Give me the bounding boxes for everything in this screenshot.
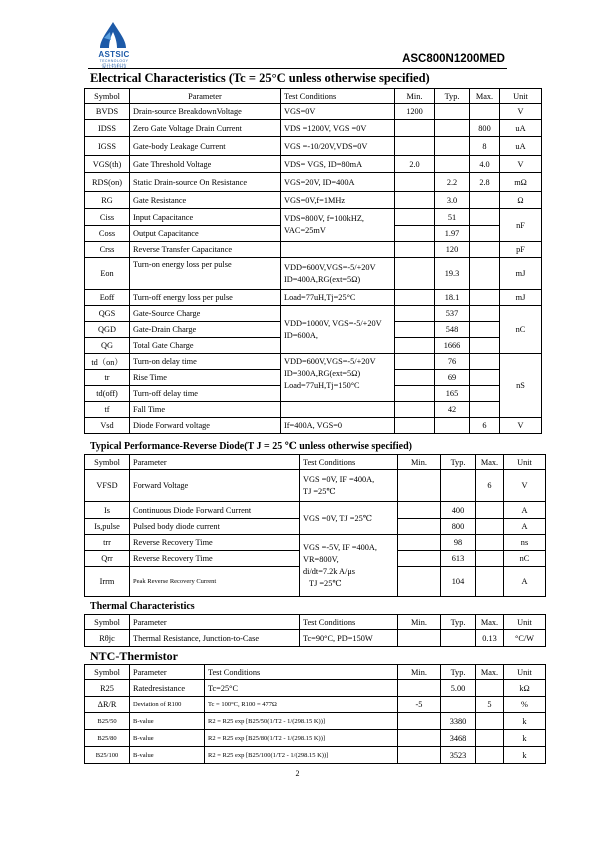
table-row bbox=[85, 402, 542, 418]
cell-symbol: Is bbox=[85, 502, 130, 519]
cell-parameter: B-value bbox=[130, 730, 205, 747]
cell-condition: VDS= VGS, ID=80mA bbox=[281, 156, 395, 173]
cell-unit: A bbox=[504, 567, 546, 597]
cell-symbol: td(off) bbox=[85, 386, 130, 402]
cell-symbol: R25 bbox=[85, 680, 130, 697]
page-number: 2 bbox=[295, 769, 300, 778]
cell-min bbox=[395, 209, 435, 226]
cell-condition: R2 = R25 exp [B25/80(1/T2 - 1/(298.15 K))] bbox=[205, 730, 398, 747]
table-row bbox=[85, 354, 542, 370]
cell-parameter: Deviation of R100 bbox=[130, 697, 205, 713]
cell-parameter: Reverse Recovery Time bbox=[130, 535, 300, 551]
cell-parameter: Diode Forward voltage bbox=[130, 418, 281, 434]
cell-condition: VDS =1200V, VGS =0V bbox=[281, 120, 395, 137]
cell-min bbox=[395, 120, 435, 137]
cell-typ: 3468 bbox=[441, 730, 476, 747]
cell-min bbox=[395, 338, 435, 354]
cell-min bbox=[398, 470, 441, 502]
cell-min bbox=[398, 551, 441, 567]
col-unit: Unit bbox=[504, 615, 546, 630]
col-test-conditions: Test Conditions bbox=[300, 455, 398, 470]
logo-subtitle: TECHNOLOGY bbox=[99, 59, 129, 63]
cell-unit: kΩ bbox=[504, 680, 546, 697]
table-row bbox=[85, 290, 542, 306]
col-test-conditions: Test Conditions bbox=[281, 89, 395, 104]
cell-typ: 3523 bbox=[441, 747, 476, 764]
table-row bbox=[85, 470, 546, 502]
cond-line: Load=77uH,Tj=150°C bbox=[284, 381, 360, 390]
cell-unit: mJ bbox=[500, 290, 542, 306]
cell-unit: V bbox=[504, 470, 546, 502]
cell-parameter: Drain-source BreakdownVoltage bbox=[130, 104, 281, 120]
thermal-table bbox=[84, 614, 546, 647]
cell-typ: 165 bbox=[435, 386, 470, 402]
cell-min bbox=[395, 192, 435, 209]
cell-unit: mΩ bbox=[500, 173, 542, 192]
cell-min bbox=[395, 258, 435, 290]
cell-max: 4.0 bbox=[470, 156, 500, 173]
section-title-ntc: NTC-Thermistor bbox=[90, 649, 178, 663]
cell-max bbox=[476, 747, 504, 764]
col-max: Max. bbox=[476, 455, 504, 470]
header-divider bbox=[88, 68, 507, 69]
cell-symbol: VGS(th) bbox=[85, 156, 130, 173]
cell-unit: % bbox=[504, 697, 546, 713]
cell-parameter: Input Capacitance bbox=[130, 209, 281, 226]
cond-line: TJ =25℃ bbox=[303, 486, 336, 496]
col-parameter: Parameter bbox=[130, 615, 300, 630]
cell-max bbox=[476, 730, 504, 747]
cell-symbol: B25/50 bbox=[85, 713, 130, 730]
cell-max bbox=[470, 192, 500, 209]
col-min: Min. bbox=[395, 89, 435, 104]
cell-unit: Ω bbox=[500, 192, 542, 209]
cond-line: ID=600A, bbox=[284, 330, 318, 340]
col-symbol: Symbol bbox=[85, 89, 130, 104]
cell-symbol: RG bbox=[85, 192, 130, 209]
cell-parameter: Output Capacitance bbox=[130, 226, 281, 242]
table-row bbox=[85, 713, 546, 730]
col-typ: Typ. bbox=[435, 89, 470, 104]
table-row bbox=[85, 630, 546, 647]
cell-typ: 51 bbox=[435, 209, 470, 226]
cell-max bbox=[470, 402, 500, 418]
cell-unit: k bbox=[504, 713, 546, 730]
cell-symbol: QGD bbox=[85, 322, 130, 338]
cell-symbol: Vsd bbox=[85, 418, 130, 434]
cell-symbol: td（on） bbox=[85, 354, 130, 370]
cell-unit: V bbox=[500, 418, 542, 434]
cell-min bbox=[398, 730, 441, 747]
cell-unit: nF bbox=[500, 209, 542, 242]
cell-min bbox=[398, 535, 441, 551]
cell-symbol: IDSS bbox=[85, 120, 130, 137]
cell-unit: nS bbox=[500, 354, 542, 418]
cell-typ: 5.00 bbox=[441, 680, 476, 697]
cell-min bbox=[398, 567, 441, 597]
cell-condition: VGS=20V, ID=400A bbox=[281, 173, 395, 192]
cell-symbol: Irrm bbox=[85, 567, 130, 597]
logo-name: ASTSIC bbox=[98, 50, 130, 59]
cell-condition bbox=[300, 470, 398, 502]
cell-parameter: B-value bbox=[130, 713, 205, 730]
cell-unit: mJ bbox=[500, 258, 542, 290]
cell-min bbox=[395, 173, 435, 192]
table-row bbox=[85, 104, 542, 120]
cell-typ: 2.2 bbox=[435, 173, 470, 192]
cell-typ: 18.1 bbox=[435, 290, 470, 306]
diode-table bbox=[84, 454, 546, 597]
cell-unit: ns bbox=[504, 535, 546, 551]
table-row bbox=[85, 120, 542, 137]
cond-line: VR=800V, bbox=[303, 554, 339, 564]
cell-typ: 98 bbox=[441, 535, 476, 551]
col-unit: Unit bbox=[504, 665, 546, 680]
cell-condition: VGS=0V,f=1MHz bbox=[281, 192, 395, 209]
cell-unit: uA bbox=[500, 137, 542, 156]
cell-symbol: IGSS bbox=[85, 137, 130, 156]
cond-line: VDS=800V, f=100kHZ, bbox=[284, 214, 364, 223]
cell-symbol: Qrr bbox=[85, 551, 130, 567]
cell-max bbox=[470, 258, 500, 290]
cond-line: VAC=25mV bbox=[284, 226, 326, 235]
col-min: Min. bbox=[398, 665, 441, 680]
col-parameter: Parameter bbox=[130, 89, 281, 104]
cell-typ: 120 bbox=[435, 242, 470, 258]
table-row bbox=[85, 730, 546, 747]
cell-typ bbox=[435, 418, 470, 434]
cell-unit: k bbox=[504, 747, 546, 764]
cell-condition: Load=77uH,Tj=25°C bbox=[281, 290, 395, 306]
col-max: Max. bbox=[476, 665, 504, 680]
cell-symbol: Eon bbox=[85, 258, 130, 290]
table-row bbox=[85, 697, 546, 713]
cell-typ: 76 bbox=[435, 354, 470, 370]
cell-parameter: Zero Gate Voltage Drain Current bbox=[130, 120, 281, 137]
cell-parameter: Total Gate Charge bbox=[130, 338, 281, 354]
cell-max bbox=[470, 306, 500, 322]
cond-line: di/dt=7.2k A/μs bbox=[303, 566, 356, 576]
cell-min: -5 bbox=[398, 697, 441, 713]
cell-typ: 19.3 bbox=[435, 258, 470, 290]
ntc-table bbox=[84, 664, 546, 764]
cell-typ bbox=[441, 697, 476, 713]
cell-max bbox=[476, 713, 504, 730]
cell-max bbox=[470, 322, 500, 338]
logo-chinese-name: 爱仕特科技 bbox=[101, 64, 127, 70]
col-parameter: Parameter bbox=[130, 455, 300, 470]
cell-typ bbox=[435, 137, 470, 156]
table-row bbox=[85, 502, 546, 519]
cell-condition bbox=[281, 402, 395, 418]
cell-parameter: Turn-on delay time bbox=[130, 354, 281, 370]
cell-max: 800 bbox=[470, 120, 500, 137]
cond-line: VGS =-5V, IF =400A, bbox=[303, 542, 377, 552]
cell-min: 2.0 bbox=[395, 156, 435, 173]
cell-max bbox=[476, 502, 504, 519]
cell-parameter: Fall Time bbox=[130, 402, 281, 418]
cell-symbol: QG bbox=[85, 338, 130, 354]
cell-parameter: Gate-Source Charge bbox=[130, 306, 281, 322]
cell-condition: Tc = 100°C, R100 = 477Ω bbox=[205, 697, 398, 713]
cell-condition bbox=[281, 242, 395, 258]
cell-min bbox=[398, 680, 441, 697]
cell-max bbox=[470, 226, 500, 242]
cell-max bbox=[470, 104, 500, 120]
cell-symbol: Coss bbox=[85, 226, 130, 242]
cell-symbol: tr bbox=[85, 370, 130, 386]
table-row bbox=[85, 535, 546, 551]
table-row bbox=[85, 137, 542, 156]
cell-symbol: tf bbox=[85, 402, 130, 418]
cell-parameter: Ratedresistance bbox=[130, 680, 205, 697]
cell-max: 6 bbox=[476, 470, 504, 502]
cell-min bbox=[395, 322, 435, 338]
cell-unit: A bbox=[504, 519, 546, 535]
cell-condition: VGS=0V bbox=[281, 104, 395, 120]
col-max: Max. bbox=[470, 89, 500, 104]
col-typ: Typ. bbox=[441, 455, 476, 470]
cell-parameter: Turn-off delay time bbox=[130, 386, 281, 402]
cell-condition-eon bbox=[281, 258, 395, 290]
cond-line: VGS =0V, IF =400A, bbox=[303, 474, 375, 484]
cell-min bbox=[395, 386, 435, 402]
cell-condition: R2 = R25 exp [B25/50(1/T2 - 1/(298.15 K))] bbox=[205, 713, 398, 730]
cell-parameter: Reverse Transfer Capacitance bbox=[130, 242, 281, 258]
cell-symbol: Ciss bbox=[85, 209, 130, 226]
table-row bbox=[85, 680, 546, 697]
cell-max: 8 bbox=[470, 137, 500, 156]
table-header-row bbox=[85, 455, 546, 470]
cell-unit: V bbox=[500, 104, 542, 120]
table-row bbox=[85, 418, 542, 434]
cell-max bbox=[470, 386, 500, 402]
cell-min bbox=[395, 402, 435, 418]
cond-line: VDD=600V,VGS=-5/+20V bbox=[284, 357, 376, 366]
col-symbol: Symbol bbox=[85, 615, 130, 630]
cell-typ: 548 bbox=[435, 322, 470, 338]
cell-max: 2.8 bbox=[470, 173, 500, 192]
col-test-conditions: Test Conditions bbox=[300, 615, 398, 630]
cell-condition-charge bbox=[281, 306, 395, 354]
cell-typ bbox=[435, 104, 470, 120]
cell-symbol: B25/100 bbox=[85, 747, 130, 764]
cond-line: ID=300A,RG(ext=5Ω) bbox=[284, 369, 361, 378]
cell-min bbox=[395, 354, 435, 370]
cell-symbol: Rθjc bbox=[85, 630, 130, 647]
cell-parameter: Gate Threshold Voltage bbox=[130, 156, 281, 173]
part-number: ASC800N1200MED bbox=[402, 53, 505, 65]
cell-typ: 104 bbox=[441, 567, 476, 597]
cell-max bbox=[476, 680, 504, 697]
col-unit: Unit bbox=[500, 89, 542, 104]
cell-condition: If=400A, VGS=0 bbox=[281, 418, 395, 434]
cell-parameter: Thermal Resistance, Junction-to-Case bbox=[130, 630, 300, 647]
cell-symbol: RDS(on) bbox=[85, 173, 130, 192]
cell-symbol: B25/80 bbox=[85, 730, 130, 747]
cell-max bbox=[470, 354, 500, 370]
cell-typ: 3380 bbox=[441, 713, 476, 730]
table-row bbox=[85, 192, 542, 209]
cell-unit: nC bbox=[504, 551, 546, 567]
table-row bbox=[85, 242, 542, 258]
col-max: Max. bbox=[476, 615, 504, 630]
cond-line: VDD=600V,VGS=-5/+20V bbox=[284, 262, 376, 272]
cell-min bbox=[395, 306, 435, 322]
cell-typ: 613 bbox=[441, 551, 476, 567]
cell-typ bbox=[435, 156, 470, 173]
cell-condition: R2 = R25 exp [B25/100(1/T2 - 1/(298.15 K))] bbox=[205, 747, 398, 764]
table-row bbox=[85, 173, 542, 192]
cell-symbol: VFSD bbox=[85, 470, 130, 502]
cell-typ bbox=[441, 630, 476, 647]
cell-max: 6 bbox=[470, 418, 500, 434]
table-header-row bbox=[85, 665, 546, 680]
cell-max bbox=[470, 370, 500, 386]
cell-min bbox=[398, 713, 441, 730]
cell-parameter: Static Drain-source On Resistance bbox=[130, 173, 281, 192]
cell-min bbox=[398, 630, 441, 647]
cell-min bbox=[395, 137, 435, 156]
section-title-electrical: Electrical Characteristics (Tc = 25°C unless otherwise specified) bbox=[90, 71, 430, 85]
cell-max bbox=[476, 567, 504, 597]
col-parameter: Parameter bbox=[130, 665, 205, 680]
cell-typ: 1666 bbox=[435, 338, 470, 354]
cell-typ: 537 bbox=[435, 306, 470, 322]
cell-condition-recovery bbox=[300, 535, 398, 597]
electrical-table bbox=[84, 88, 542, 434]
cell-max bbox=[476, 551, 504, 567]
col-symbol: Symbol bbox=[85, 665, 130, 680]
table-row bbox=[85, 156, 542, 173]
cell-parameter: Pulsed body diode current bbox=[130, 519, 300, 535]
cell-parameter: Rise Time bbox=[130, 370, 281, 386]
cell-symbol: Eoff bbox=[85, 290, 130, 306]
cell-symbol: Crss bbox=[85, 242, 130, 258]
cond-line: ID=400A,RG(ext=5Ω) bbox=[284, 274, 361, 284]
cell-min bbox=[398, 519, 441, 535]
cell-parameter: Gate-body Leakage Current bbox=[130, 137, 281, 156]
cell-unit: °C/W bbox=[504, 630, 546, 647]
cell-typ: 800 bbox=[441, 519, 476, 535]
cell-max: 5 bbox=[476, 697, 504, 713]
cell-parameter: Turn-on energy loss per pulse bbox=[130, 258, 281, 290]
cell-max bbox=[476, 519, 504, 535]
cell-condition-timing bbox=[281, 354, 395, 402]
cell-unit: uA bbox=[500, 120, 542, 137]
col-typ: Typ. bbox=[441, 615, 476, 630]
cell-min: 1200 bbox=[395, 104, 435, 120]
cell-max: 0.13 bbox=[476, 630, 504, 647]
table-header-row bbox=[85, 615, 546, 630]
cell-unit: A bbox=[504, 502, 546, 519]
cell-max bbox=[470, 209, 500, 226]
col-symbol: Symbol bbox=[85, 455, 130, 470]
table-row bbox=[85, 306, 542, 322]
cond-line: TJ =25℃ bbox=[309, 578, 342, 588]
cell-max bbox=[476, 535, 504, 551]
table-row bbox=[85, 209, 542, 226]
table-row bbox=[85, 747, 546, 764]
cell-symbol: QGS bbox=[85, 306, 130, 322]
cell-condition-capacitance bbox=[281, 209, 395, 242]
table-header-row bbox=[85, 89, 542, 104]
cell-max bbox=[470, 338, 500, 354]
table-row bbox=[85, 258, 542, 290]
cell-min bbox=[398, 747, 441, 764]
cell-symbol: ΔR/R bbox=[85, 697, 130, 713]
section-title-diode: Typical Performance-Reverse Diode(T J = 25 ℃ unless otherwise specified) bbox=[90, 441, 412, 452]
section-title-thermal: Thermal Characteristics bbox=[90, 601, 195, 612]
cell-typ: 42 bbox=[435, 402, 470, 418]
cell-parameter: Gate-Drain Charge bbox=[130, 322, 281, 338]
cell-typ bbox=[441, 470, 476, 502]
cell-unit: pF bbox=[500, 242, 542, 258]
cond-line: VDD=1000V, VGS=-5/+20V bbox=[284, 318, 382, 328]
cell-max bbox=[470, 290, 500, 306]
cell-condition: VGS =-10/20V,VDS=0V bbox=[281, 137, 395, 156]
cell-typ: 3.0 bbox=[435, 192, 470, 209]
cell-parameter: Turn-off energy loss per pulse bbox=[130, 290, 281, 306]
cell-unit: k bbox=[504, 730, 546, 747]
cell-parameter: Forward Voltage bbox=[130, 470, 300, 502]
cell-min bbox=[395, 370, 435, 386]
cell-min bbox=[395, 290, 435, 306]
cell-parameter: Gate Resistance bbox=[130, 192, 281, 209]
cell-condition: Tc=90°C, PD=150W bbox=[300, 630, 398, 647]
cell-condition: VGS =0V, TJ =25℃ bbox=[300, 502, 398, 535]
col-test-conditions: Test Conditions bbox=[205, 665, 398, 680]
cell-typ: 69 bbox=[435, 370, 470, 386]
cell-unit: V bbox=[500, 156, 542, 173]
col-typ: Typ. bbox=[441, 665, 476, 680]
cell-symbol: trr bbox=[85, 535, 130, 551]
cell-symbol: Is,pulse bbox=[85, 519, 130, 535]
cell-min bbox=[395, 242, 435, 258]
cell-parameter: B-value bbox=[130, 747, 205, 764]
cell-typ: 400 bbox=[441, 502, 476, 519]
col-min: Min. bbox=[398, 455, 441, 470]
cell-symbol: BVDS bbox=[85, 104, 130, 120]
cell-typ: 1.97 bbox=[435, 226, 470, 242]
col-unit: Unit bbox=[504, 455, 546, 470]
cell-condition: Tc=25°C bbox=[205, 680, 398, 697]
cell-unit: nC bbox=[500, 306, 542, 354]
cell-typ bbox=[435, 120, 470, 137]
cell-parameter: Reverse Recovery Time bbox=[130, 551, 300, 567]
cell-min bbox=[398, 502, 441, 519]
cell-min bbox=[395, 226, 435, 242]
cell-parameter: Continuous Diode Forward Current bbox=[130, 502, 300, 519]
cell-parameter: Peak Reverse Recovery Current bbox=[130, 567, 300, 597]
cell-min bbox=[395, 418, 435, 434]
cell-max bbox=[470, 242, 500, 258]
col-min: Min. bbox=[398, 615, 441, 630]
